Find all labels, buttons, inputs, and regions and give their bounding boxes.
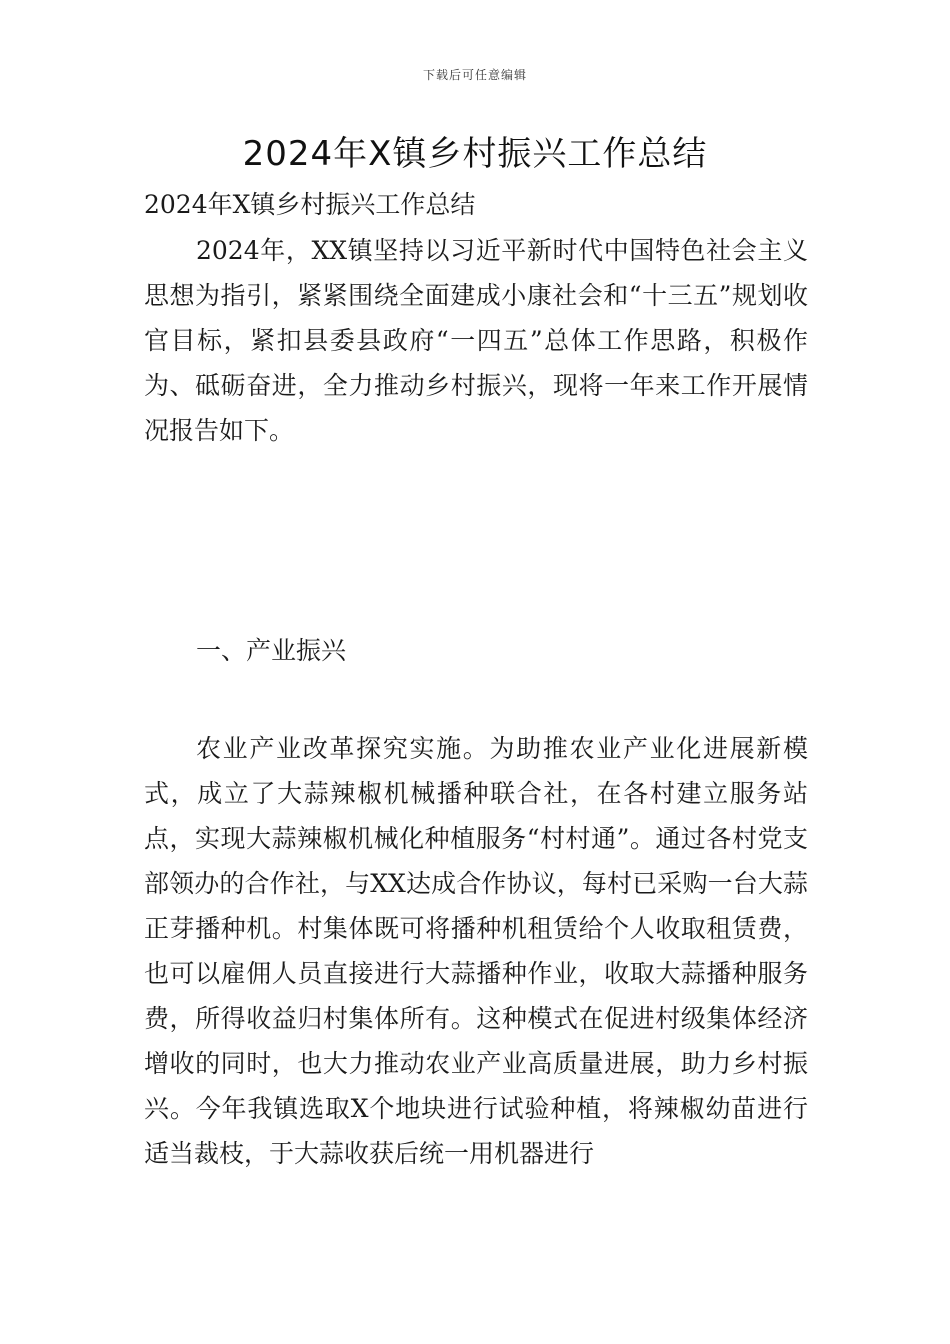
intro-paragraph: 2024年，XX镇坚持以习近平新时代中国特色社会主义思想为指引，紧紧围绕全面建成小康社会和“十三五”规划收官目标，紧扣县委县政府“一四五”总体工作思路，积极作为、砥砺奋进，全力推动乡村振兴，现将一年来工作开展情况报告如下。 xyxy=(144,236,808,445)
page-header-note: 下载后可任意编辑 xyxy=(422,68,527,82)
document-subtitle: 2024年X镇乡村振兴工作总结 xyxy=(144,190,476,219)
section-paragraph-industry: 农业产业改革探究实施。为助推农业产业化进展新模式，成立了大蒜辣椒机械播种联合社，在各村建立服务站点，实现大蒜辣椒机械化种植服务“村村通”。通过各村党支部领办的合作社，与XX达成合作协议，每村已采购一台大蒜正芽播种机。村集体既可将播种机租赁给个人收取租赁费，也可以雇佣人员直接进行大蒜播种作业，收取大蒜播种服务费，所得收益归村集体所有。这种模式在促进村级集体经济增收的同时，也大力推动农业产业高质量进展，助力乡村振兴。今年我镇选取X个地块进行试验种植，将辣椒幼苗进行适当裁枝，于大蒜收获后统一用机器进行 xyxy=(144,734,808,1168)
section-heading-industry: 一、产业振兴 xyxy=(196,636,347,665)
document-title: 2024年X镇乡村振兴工作总结 xyxy=(242,134,708,174)
